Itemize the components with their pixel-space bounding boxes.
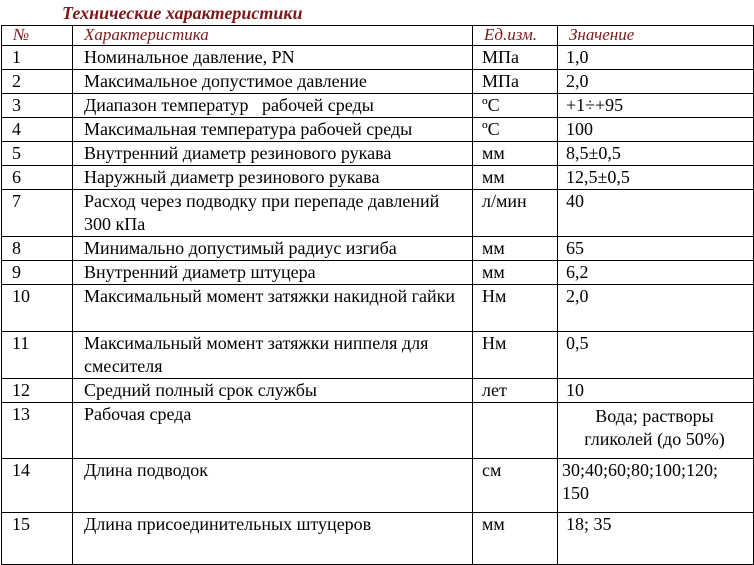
row-name: Максимальный момент затяжки ниппеля для смесителя	[73, 332, 473, 379]
row-value: 10	[558, 379, 754, 403]
table-row	[2, 513, 754, 565]
row-name: Расход через подводку при перепаде давлений 300 кПа	[73, 190, 473, 237]
row-unit: см	[473, 459, 558, 513]
row-value: 18; 35	[558, 513, 754, 565]
row-unit: лет	[473, 379, 558, 403]
row-num: 4	[2, 118, 73, 142]
row-name: Номинальное давление, PN	[73, 46, 473, 70]
row-name: Внутренний диаметр штуцера	[73, 261, 473, 285]
row-name: Длина присоединительных штуцеров	[73, 513, 473, 565]
row-value: 12,5±0,5	[558, 166, 754, 190]
row-num: 6	[2, 166, 73, 190]
table-row	[2, 166, 754, 190]
row-unit: мм	[473, 166, 558, 190]
table-row	[2, 261, 754, 285]
document-title: Технические характеристики	[62, 3, 303, 23]
row-value: 2,0	[558, 285, 754, 332]
specs-table	[1, 25, 754, 565]
row-value: 40	[558, 190, 754, 237]
row-unit	[473, 403, 558, 459]
row-unit: мм	[473, 142, 558, 166]
table-row	[2, 94, 754, 118]
row-value: 1,0	[558, 46, 754, 70]
row-name: Средний полный срок службы	[73, 379, 473, 403]
row-num: 2	[2, 70, 73, 94]
row-value: 65	[558, 237, 754, 261]
row-name: Длина подводок	[73, 459, 473, 513]
row-value: +1÷+95	[558, 94, 754, 118]
header-num: №	[2, 26, 73, 46]
table-row	[2, 459, 754, 513]
table-row	[2, 285, 754, 332]
row-num: 15	[2, 513, 73, 565]
header-value: Значение	[558, 26, 754, 46]
row-value: 30;40;60;80;100;120; 150	[558, 459, 754, 513]
table-row	[2, 142, 754, 166]
row-unit: МПа	[473, 46, 558, 70]
row-value: 100	[558, 118, 754, 142]
row-value: 2,0	[558, 70, 754, 94]
row-name: Внутренний диаметр резинового рукава	[73, 142, 473, 166]
row-unit: мм	[473, 261, 558, 285]
row-unit: л/мин	[473, 190, 558, 237]
row-unit: мм	[473, 513, 558, 565]
row-num: 5	[2, 142, 73, 166]
row-value: Вода; растворы гликолей (до 50%)	[558, 403, 754, 459]
row-num: 9	[2, 261, 73, 285]
table-row	[2, 332, 754, 379]
row-name: Максимальная температура рабочей среды	[73, 118, 473, 142]
row-unit: Нм	[473, 332, 558, 379]
row-num: 13	[2, 403, 73, 459]
table-row	[2, 118, 754, 142]
row-unit: Нм	[473, 285, 558, 332]
table-row	[2, 190, 754, 237]
row-num: 3	[2, 94, 73, 118]
table-row	[2, 46, 754, 70]
row-unit: МПа	[473, 70, 558, 94]
row-num: 7	[2, 190, 73, 237]
row-unit: мм	[473, 237, 558, 261]
table-row	[2, 237, 754, 261]
row-name: Максимальное допустимое давление	[73, 70, 473, 94]
table-row	[2, 403, 754, 459]
row-value: 8,5±0,5	[558, 142, 754, 166]
row-num: 10	[2, 285, 73, 332]
row-name: Минимально допустимый радиус изгиба	[73, 237, 473, 261]
row-value: 0,5	[558, 332, 754, 379]
row-num: 1	[2, 46, 73, 70]
table-row	[2, 379, 754, 403]
row-value: 6,2	[558, 261, 754, 285]
row-unit: ºC	[473, 94, 558, 118]
row-unit: ºC	[473, 118, 558, 142]
table-row	[2, 70, 754, 94]
row-name: Наружный диаметр резинового рукава	[73, 166, 473, 190]
row-num: 8	[2, 237, 73, 261]
header-unit: Ед.изм.	[473, 26, 558, 46]
row-num: 11	[2, 332, 73, 379]
row-name: Рабочая среда	[73, 403, 473, 459]
row-num: 12	[2, 379, 73, 403]
header-name: Характеристика	[73, 26, 473, 46]
table-header-row	[2, 26, 754, 46]
row-num: 14	[2, 459, 73, 513]
row-name: Максимальный момент затяжки накидной гайки	[73, 285, 473, 332]
row-name: Диапазон температур рабочей среды	[73, 94, 473, 118]
